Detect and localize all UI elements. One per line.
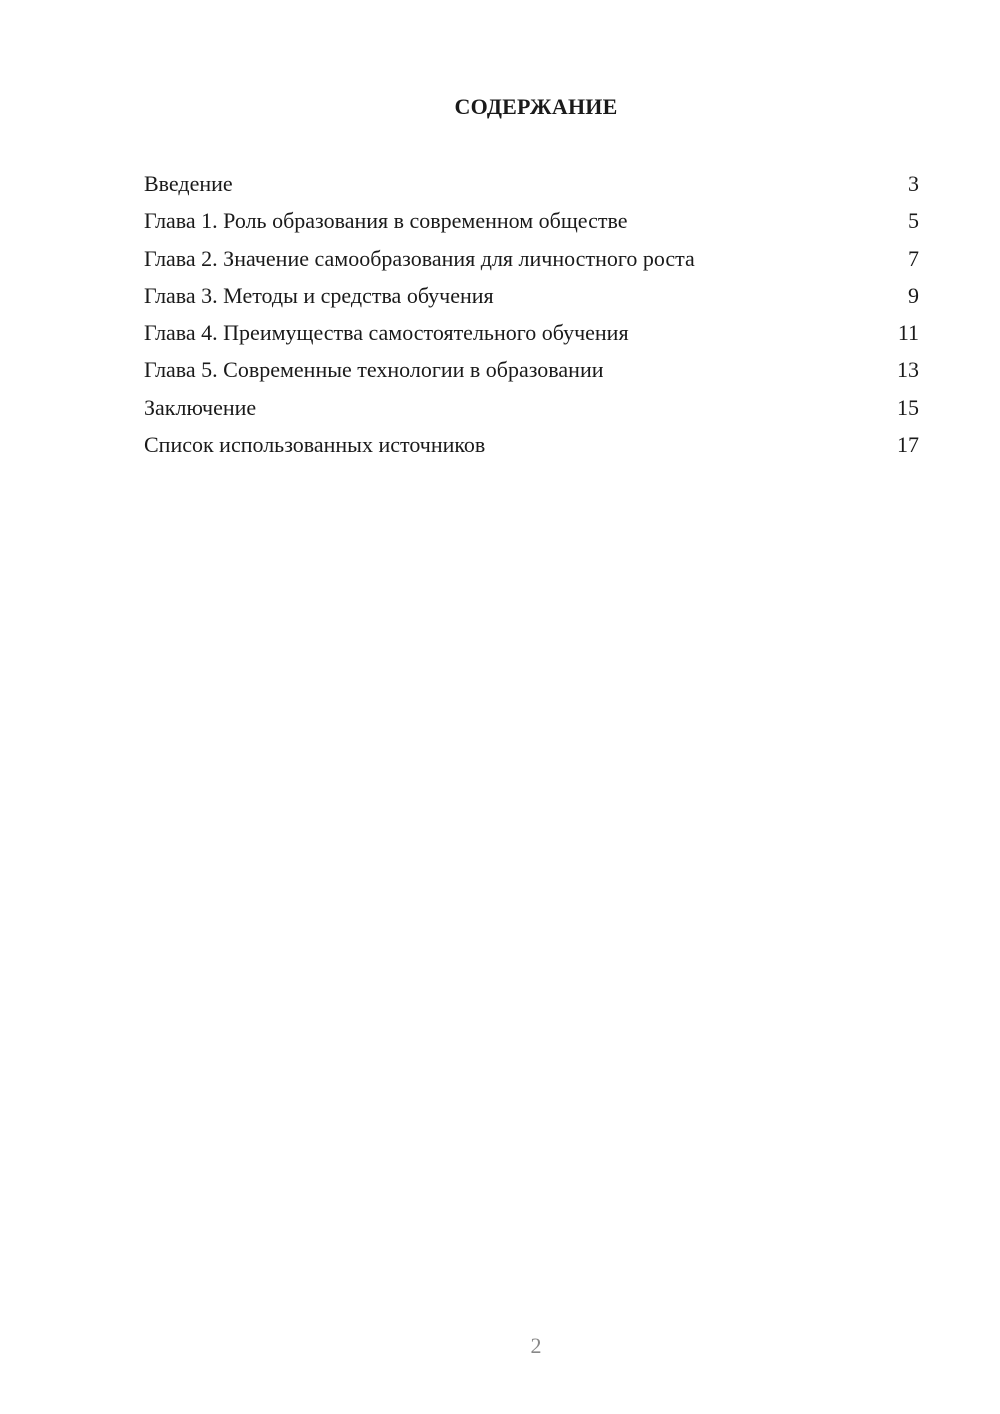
toc-entry-chapter-1 [144, 206, 919, 243]
toc-entry-page: 3 [908, 171, 919, 196]
toc-entry-page: 5 [908, 208, 919, 234]
toc-entry-label: Заключение [144, 394, 257, 420]
toc-entry-chapter-2 [144, 244, 919, 281]
toc-entry-label: Введение [144, 171, 233, 196]
toc-entry-page: 9 [908, 282, 919, 308]
toc-entry-references [144, 430, 919, 467]
toc-entry-page: 17 [897, 432, 919, 458]
page-title: СОДЕРЖАНИЕ [454, 94, 618, 119]
table-of-contents [144, 169, 919, 467]
toc-entry-chapter-4 [144, 318, 919, 355]
toc-entry-label: Глава 5. Современные технологии в образовании [144, 357, 604, 383]
toc-entry-page: 15 [897, 394, 919, 420]
toc-entry-label: Глава 3. Методы и средства обучения [144, 282, 494, 308]
toc-entry-page: 11 [897, 320, 919, 346]
toc-entry-label: Глава 1. Роль образования в современном обществе [144, 208, 628, 234]
toc-entry-page: 13 [897, 357, 919, 383]
toc-entry-chapter-5 [144, 355, 919, 392]
toc-entry-label: Список использованных источников [144, 432, 486, 458]
toc-entry-introduction [144, 169, 919, 206]
toc-entry-label: Глава 2. Значение самообразования для личностного роста [144, 245, 695, 271]
page-number: 2 [530, 1333, 542, 1358]
toc-entry-page: 7 [908, 245, 919, 271]
toc-entry-chapter-3 [144, 281, 919, 318]
toc-entry-label: Глава 4. Преимущества самостоятельного обучения [144, 320, 629, 346]
toc-entry-conclusion [144, 393, 919, 430]
